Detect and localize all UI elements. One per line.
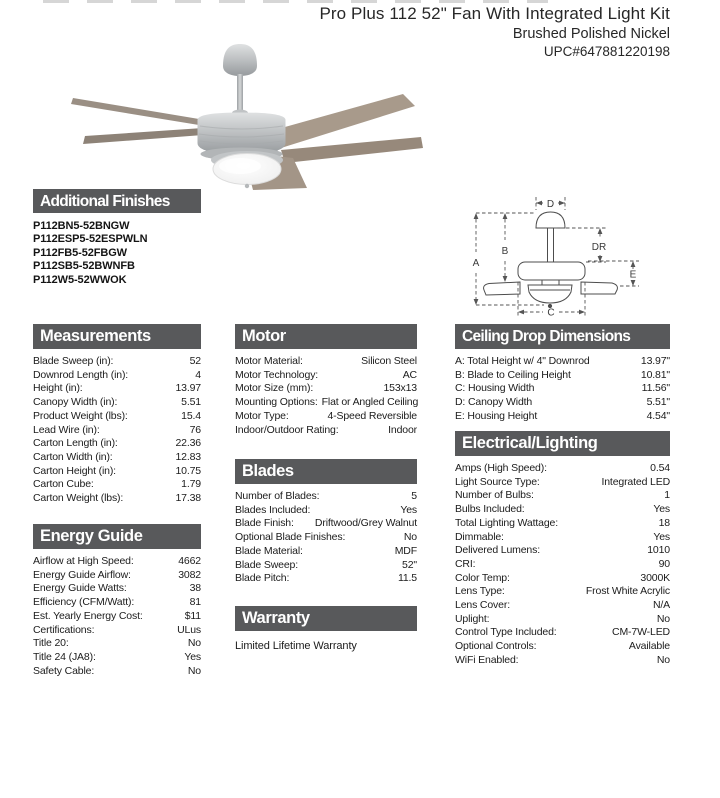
spec-label: Canopy Width (in):	[33, 396, 118, 409]
spec-label: Title 24 (JA8):	[33, 650, 96, 663]
fan-canopy	[223, 44, 257, 76]
spec-row	[455, 489, 670, 503]
spec-label: Control Type Included:	[455, 626, 557, 639]
spec-row	[235, 369, 417, 383]
spec-row	[235, 504, 417, 518]
spec-label: Downrod Length (in):	[33, 368, 129, 381]
lens-highlight	[219, 158, 261, 174]
spec-value: 81	[189, 596, 201, 609]
spec-row	[455, 613, 670, 627]
spec-row	[455, 572, 670, 586]
spec-label: Efficiency (CFM/Watt):	[33, 596, 135, 609]
spec-label: Dimmable:	[455, 530, 504, 543]
spec-label: Optional Controls:	[455, 640, 537, 653]
spec-row	[33, 478, 201, 492]
diagram-blade-right	[581, 282, 617, 294]
spec-row	[455, 640, 670, 654]
spec-value: 11.5	[397, 572, 417, 585]
spec-label: Blade Pitch:	[235, 572, 290, 585]
spec-label: Certifications:	[33, 623, 95, 636]
spec-label: Motor Size (mm):	[235, 382, 314, 395]
fan-blade-left-lower	[83, 128, 203, 144]
spec-value: 153x13	[383, 382, 417, 395]
electrical-rows	[455, 462, 670, 668]
spec-value: AC	[402, 368, 417, 381]
spec-value: 76	[189, 423, 201, 436]
blades-rows	[235, 490, 417, 586]
spec-value: 18	[658, 516, 670, 529]
section-energy-guide	[33, 524, 201, 678]
spec-value: Yes	[653, 530, 670, 543]
spec-label: Energy Guide Airflow:	[33, 568, 131, 581]
spec-value: Frost White Acrylic	[585, 585, 670, 598]
finish-code: P112FB5-52FBGW	[33, 246, 127, 259]
spec-value: 10.75	[175, 464, 201, 477]
spec-label: Blade Material:	[235, 544, 303, 557]
diagram-blade-left	[484, 282, 520, 295]
spec-row	[455, 369, 670, 383]
spec-label: B: Blade to Ceiling Height	[455, 368, 571, 381]
spec-row	[33, 437, 201, 451]
spec-row	[33, 465, 201, 479]
spec-row	[235, 396, 417, 410]
spec-value: 4-Speed Reversible	[327, 409, 417, 422]
spec-value: 38	[189, 582, 201, 595]
section-ceiling-drop-dimensions	[455, 324, 670, 424]
spec-label: Lens Cover:	[455, 599, 510, 612]
spec-row	[33, 355, 201, 369]
spec-row	[33, 410, 201, 424]
dim-label-e: E	[629, 269, 637, 281]
spec-value: No	[403, 531, 417, 544]
ceiling-drop-diagram	[448, 182, 698, 322]
spec-row	[33, 451, 201, 465]
section-additional-finishes	[33, 189, 201, 287]
spec-row	[455, 517, 670, 531]
spec-value: No	[187, 664, 201, 677]
spec-value: 1	[664, 489, 670, 502]
spec-value: 3000K	[640, 571, 670, 584]
spec-value: Yes	[653, 503, 670, 516]
fan-downrod	[237, 74, 243, 112]
product-title: Pro Plus 112 52" Fan With Integrated Light Kit	[319, 4, 670, 23]
spec-row	[455, 654, 670, 668]
spec-row	[33, 665, 201, 679]
section-motor	[235, 324, 417, 437]
section-warranty	[235, 606, 417, 652]
dim-label-b: B	[501, 246, 509, 257]
spec-label: Blade Sweep (in):	[33, 355, 114, 367]
section-header-motor: Motor	[235, 324, 417, 349]
spec-label: Airflow at High Speed:	[33, 555, 134, 567]
spec-row	[235, 410, 417, 424]
spec-value: 13.97	[175, 382, 201, 395]
spec-value: 13.97"	[640, 355, 670, 367]
spec-label: CRI:	[455, 557, 476, 570]
spec-label: Height (in):	[33, 382, 83, 395]
spec-value: 17.38	[175, 492, 201, 505]
product-finish: Brushed Polished Nickel	[512, 26, 670, 42]
spec-value: 5.51	[181, 396, 201, 409]
dim-label-a: A	[472, 258, 480, 269]
spec-label: Lens Type:	[455, 585, 505, 598]
spec-label: Indoor/Outdoor Rating:	[235, 423, 339, 436]
section-header-additional-finishes: Additional Finishes	[33, 189, 201, 213]
section-header-ceiling-drop: Ceiling Drop Dimensions	[455, 324, 670, 349]
spec-value: 4	[195, 368, 201, 381]
diagram-hub	[542, 280, 559, 285]
spec-value: No	[656, 653, 670, 666]
spec-value: 22.36	[175, 437, 201, 450]
spec-value: ULus	[177, 623, 201, 636]
spec-label: D: Canopy Width	[455, 396, 533, 409]
spec-label: Motor Type:	[235, 409, 289, 422]
spec-value: Driftwood/Grey Walnut	[314, 517, 417, 530]
spec-label: A: Total Height w/ 4" Downrod	[455, 355, 590, 367]
spec-row	[235, 559, 417, 573]
section-header-electrical: Electrical/Lighting	[455, 431, 670, 456]
spec-label: Product Weight (lbs):	[33, 409, 128, 422]
spec-row	[455, 410, 670, 424]
spec-row	[455, 544, 670, 558]
finishes-list	[33, 220, 201, 287]
spec-value: 1.79	[181, 478, 201, 491]
spec-value: 11.56"	[641, 382, 670, 395]
product-upc: UPC#647881220198	[543, 44, 670, 59]
light-finial	[245, 184, 249, 188]
spec-label: Safety Cable:	[33, 664, 95, 677]
diagram-downrod	[548, 228, 554, 262]
spec-row	[33, 569, 201, 583]
spec-value: 3082	[178, 568, 201, 581]
diagram-housing	[518, 262, 585, 280]
spec-value: CM-7W-LED	[612, 626, 670, 639]
spec-label: Uplight:	[455, 612, 490, 625]
spec-row	[33, 582, 201, 596]
spec-value: Silicon Steel	[361, 355, 417, 367]
dim-label-dr: DR	[591, 242, 607, 253]
spec-value: 12.83	[175, 450, 201, 463]
spec-label: Color Temp:	[455, 571, 510, 584]
spec-row	[455, 355, 670, 369]
spec-row	[455, 382, 670, 396]
spec-row	[455, 396, 670, 410]
spec-label: Energy Guide Watts:	[33, 582, 127, 595]
spec-value: 5.51"	[646, 396, 670, 409]
spec-value: 5	[411, 490, 417, 502]
spec-row	[235, 382, 417, 396]
spec-row	[33, 610, 201, 624]
warranty-text: Limited Lifetime Warranty	[235, 640, 357, 652]
spec-row	[33, 596, 201, 610]
spec-label: Number of Blades:	[235, 490, 320, 502]
spec-row	[235, 517, 417, 531]
fan-product-photo	[55, 40, 425, 190]
spec-value: Yes	[400, 503, 417, 516]
energy-guide-rows	[33, 555, 201, 678]
fan-blade-left-upper	[71, 98, 205, 126]
spec-value: $11	[184, 609, 201, 622]
diagram-light-bowl	[528, 285, 572, 303]
spec-label: Optional Blade Finishes:	[235, 531, 346, 544]
dim-label-d: D	[546, 199, 555, 210]
spec-value: Yes	[184, 650, 201, 663]
spec-row	[455, 585, 670, 599]
finish-code: P112ESP5-52ESPWLN	[33, 233, 148, 246]
spec-row	[33, 624, 201, 638]
spec-value: 10.81"	[640, 368, 670, 381]
section-header-measurements: Measurements	[33, 324, 201, 349]
spec-row	[235, 355, 417, 369]
spec-label: Title 20:	[33, 637, 69, 650]
section-header-warranty: Warranty	[235, 606, 417, 631]
spec-value: 52	[189, 355, 201, 367]
spec-value: Flat or Angled Ceiling	[321, 396, 419, 409]
spec-row	[33, 555, 201, 569]
spec-value: N/A	[652, 599, 670, 612]
spec-row	[235, 490, 417, 504]
spec-row	[455, 626, 670, 640]
spec-value: 15.4	[181, 409, 201, 422]
spec-row	[235, 424, 417, 438]
spec-row	[455, 462, 670, 476]
finish-code: P112SB5-52BWNFB	[33, 260, 135, 273]
spec-label: Motor Material:	[235, 355, 303, 367]
ceiling-drop-rows	[455, 355, 670, 424]
spec-value: 52"	[402, 558, 417, 571]
spec-label: Carton Cube:	[33, 478, 94, 491]
diagram-arrowheads	[474, 201, 636, 315]
spec-value: MDF	[394, 544, 417, 557]
spec-label: Carton Length (in):	[33, 437, 118, 450]
spec-row	[235, 545, 417, 559]
finish-code: P112BN5-52BNGW	[33, 220, 130, 232]
spec-row	[455, 531, 670, 545]
spec-row	[33, 651, 201, 665]
spec-label: Lead Wire (in):	[33, 423, 100, 436]
spec-value: No	[187, 637, 201, 650]
spec-label: WiFi Enabled:	[455, 653, 519, 666]
spec-value: Available	[628, 640, 670, 653]
spec-row	[33, 396, 201, 410]
spec-row	[33, 424, 201, 438]
spec-row	[33, 492, 201, 506]
spec-label: C: Housing Width	[455, 382, 535, 395]
section-header-blades: Blades	[235, 459, 417, 484]
spec-row	[455, 476, 670, 490]
spec-row	[455, 558, 670, 572]
spec-value: Integrated LED	[601, 475, 670, 488]
spec-label: Blades Included:	[235, 503, 311, 516]
spec-label: Carton Height (in):	[33, 464, 116, 477]
spec-label: Carton Weight (lbs):	[33, 492, 124, 505]
spec-label: Total Lighting Wattage:	[455, 516, 558, 529]
spec-label: Blade Sweep:	[235, 558, 298, 571]
spec-row	[33, 637, 201, 651]
spec-value: Indoor	[388, 423, 417, 436]
spec-label: Motor Technology:	[235, 368, 319, 381]
spec-value: 4662	[178, 555, 201, 567]
spec-value: 0.54	[650, 462, 670, 474]
spec-value: 90	[658, 557, 670, 570]
spec-row	[33, 382, 201, 396]
spec-label: Number of Bulbs:	[455, 489, 534, 502]
spec-row	[235, 531, 417, 545]
spec-label: Mounting Options:	[235, 396, 318, 409]
spec-row	[455, 599, 670, 613]
motor-rows	[235, 355, 417, 437]
spec-value: 4.54"	[646, 409, 670, 422]
spec-label: Light Source Type:	[455, 475, 540, 488]
section-electrical-lighting	[455, 431, 670, 668]
spec-value: No	[656, 612, 670, 625]
dim-label-c: C	[547, 307, 555, 319]
finish-code: P112W5-52WWOK	[33, 273, 127, 286]
spec-row	[33, 369, 201, 383]
spec-value: 1010	[647, 544, 670, 557]
spec-label: E: Housing Height	[455, 409, 538, 422]
spec-label: Carton Width (in):	[33, 450, 113, 463]
spec-row	[235, 572, 417, 586]
measurements-rows	[33, 355, 201, 506]
spec-label: Delivered Lumens:	[455, 544, 540, 557]
spec-label: Amps (High Speed):	[455, 462, 547, 474]
spec-label: Est. Yearly Energy Cost:	[33, 609, 143, 622]
spec-label: Blade Finish:	[235, 517, 294, 530]
spec-label: Bulbs Included:	[455, 503, 525, 516]
section-blades	[235, 459, 417, 586]
section-header-energy-guide: Energy Guide	[33, 524, 201, 549]
section-measurements	[33, 324, 201, 506]
spec-row	[455, 503, 670, 517]
diagram-canopy	[536, 212, 565, 228]
